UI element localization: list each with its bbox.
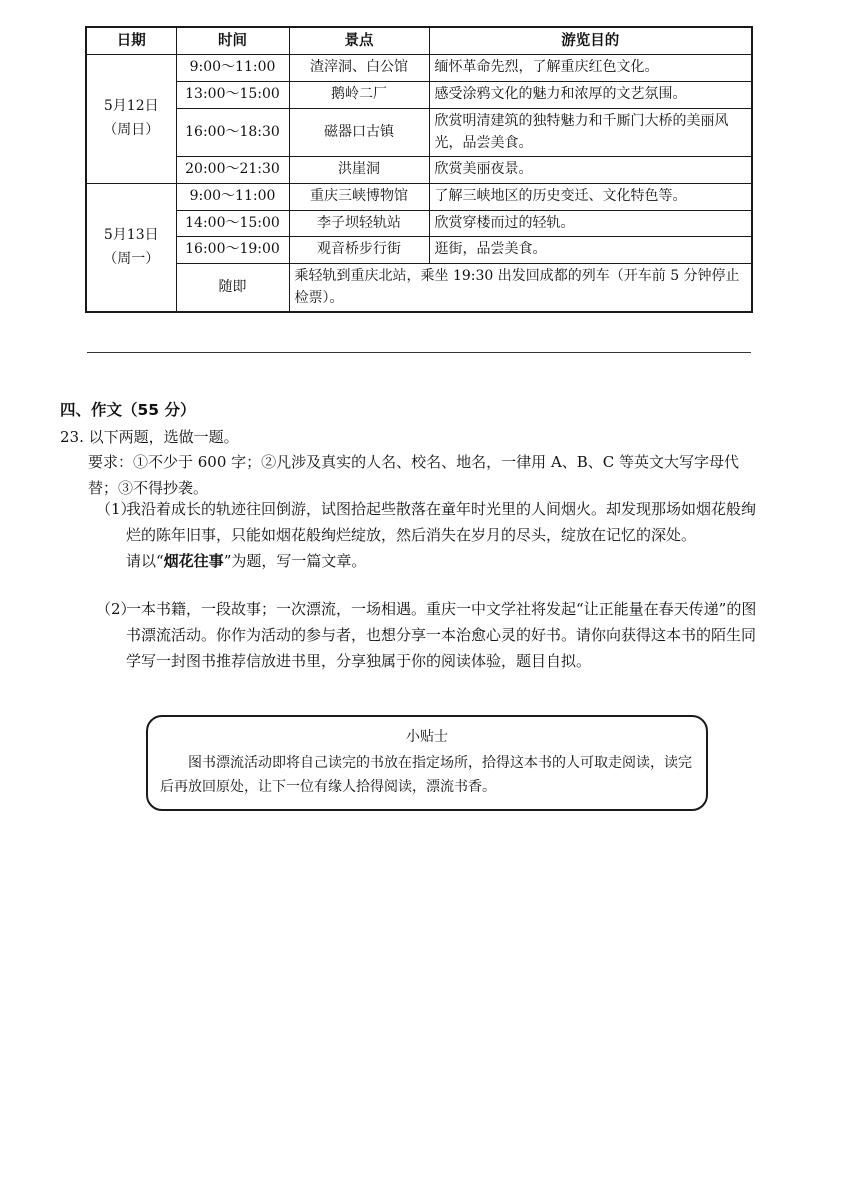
place-cell: 洪崖洞 xyxy=(289,157,429,184)
date-cell-day2 xyxy=(86,183,176,312)
place-cell: 磁器口古镇 xyxy=(289,108,429,156)
place-cell: 鹅岭二厂 xyxy=(289,82,429,109)
itinerary-table xyxy=(85,26,753,313)
option-1-text: 我沿着成长的轨迹往回倒游，试图拾起些散落在童年时光里的人间烟火。却发现那场如烟花般绚烂的陈年旧事，只能如烟花般绚烂绽放，然后消失在岁月的尽头，绽放在记忆的深处。 xyxy=(126,500,757,544)
table-row xyxy=(86,157,752,184)
option-number: （1） xyxy=(96,500,136,518)
header-time: 时间 xyxy=(176,27,289,55)
prompt-suffix: ”为题，写一篇文章。 xyxy=(223,552,367,570)
divider-line xyxy=(87,352,751,353)
time-cell: 14:00～15:00 xyxy=(176,210,289,237)
option-1-prompt xyxy=(126,548,760,574)
date-cell-day1 xyxy=(86,55,176,183)
time-cell: 16:00～19:00 xyxy=(176,237,289,264)
place-cell: 重庆三峡博物馆 xyxy=(289,183,429,210)
table-row xyxy=(86,237,752,264)
place-cell: 观音桥步行街 xyxy=(289,237,429,264)
header-date: 日期 xyxy=(86,27,176,55)
header-purpose: 游览目的 xyxy=(429,27,752,55)
question-intro: 23. 以下两题，选做一题。 xyxy=(60,428,239,446)
section-title: 四、作文（55 分） xyxy=(60,401,196,419)
time-cell: 16:00～18:30 xyxy=(176,108,289,156)
prompt-prefix: 请以“ xyxy=(126,552,164,570)
table-row xyxy=(86,263,752,312)
purpose-cell: 欣赏美丽夜景。 xyxy=(429,157,752,184)
time-cell: 13:00～15:00 xyxy=(176,82,289,109)
purpose-cell: 感受涂鸦文化的魅力和浓厚的文艺氛围。 xyxy=(429,82,752,109)
place-cell: 李子坝轻轨站 xyxy=(289,210,429,237)
option-2-text: 一本书籍，一段故事；一次漂流，一场相遇。重庆一中文学社将发起“让正能量在春天传递”的图书漂流活动。你作为活动的参与者，也想分享一本治愈心灵的好书。请你向获得这本书的陌生同学写一封图书推荐信放进书里，分享独属于你的阅读体验，题目自拟。 xyxy=(126,600,757,670)
purpose-cell: 欣赏穿楼而过的轻轨。 xyxy=(429,210,752,237)
table-row xyxy=(86,108,752,156)
purpose-cell: 逛街，品尝美食。 xyxy=(429,237,752,264)
option-number: （2） xyxy=(96,600,136,618)
tip-title: 小贴士 xyxy=(406,729,448,745)
option-1 xyxy=(96,496,760,574)
purpose-cell: 欣赏明清建筑的独特魅力和千厮门大桥的美丽风光，品尝美食。 xyxy=(429,108,752,156)
table-header-row xyxy=(86,27,752,55)
requirements-text: 要求：①不少于 600 字；②凡涉及真实的人名、校名、地名，一律用 A、B、C 等英文大写字母代替；③不得抄袭。 xyxy=(88,453,740,497)
purpose-cell: 缅怀革命先烈，了解重庆红色文化。 xyxy=(429,55,752,82)
purpose-cell: 了解三峡地区的历史变迁、文化特色等。 xyxy=(429,183,752,210)
tip-text: 图书漂流活动即将自己读完的书放在指定场所，拾得这本书的人可取走阅读，读完后再放回原处，让下一位有缘人拾得阅读，漂流书香。 xyxy=(160,755,692,795)
place-cell: 渣滓洞、白公馆 xyxy=(289,55,429,82)
date-label: 5月13日 xyxy=(103,226,159,243)
essay-title-keyword: 烟花往事 xyxy=(163,552,224,570)
weekday-label: （周一） xyxy=(103,250,160,267)
weekday-label: （周日） xyxy=(103,122,160,139)
header-place: 景点 xyxy=(289,27,429,55)
final-text-cell: 乘轻轨到重庆北站，乘坐 19:30 出发回成都的列车（开车前 5 分钟停止检票）。 xyxy=(289,263,752,312)
time-cell: 9:00～11:00 xyxy=(176,55,289,82)
table-row xyxy=(86,210,752,237)
time-cell: 9:00～11:00 xyxy=(176,183,289,210)
table-row xyxy=(86,183,752,210)
table-row xyxy=(86,82,752,109)
final-label-cell: 随即 xyxy=(176,263,289,312)
option-2 xyxy=(96,596,760,674)
tip-box xyxy=(146,715,708,811)
table-row xyxy=(86,55,752,82)
time-cell: 20:00～21:30 xyxy=(176,157,289,184)
date-label: 5月12日 xyxy=(103,98,159,115)
